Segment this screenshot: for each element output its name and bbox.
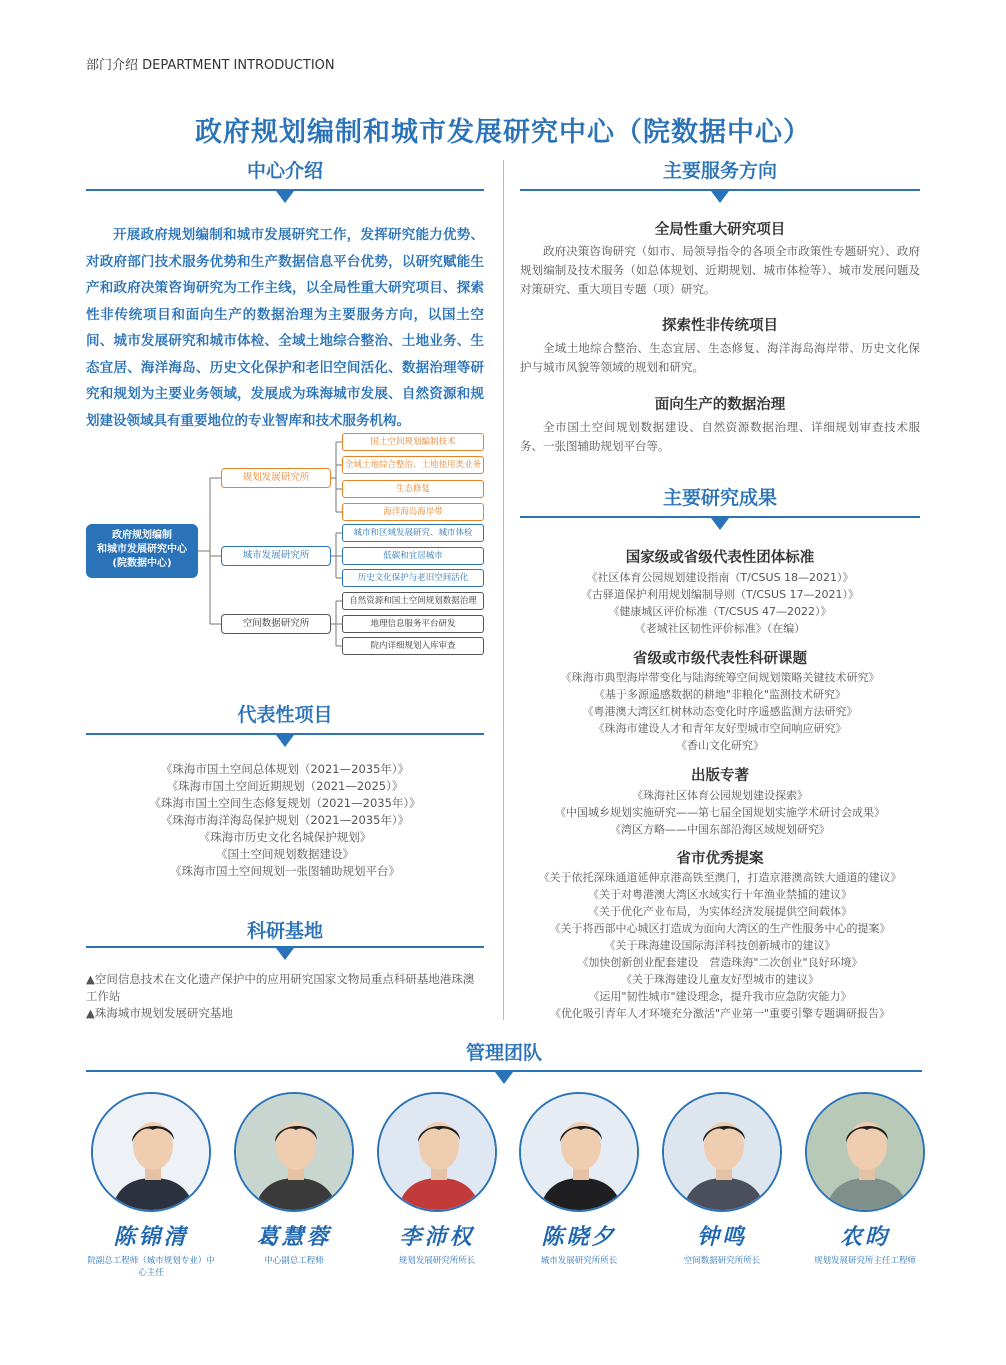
list-item: 《关于珠海建设儿童友好型城市的建议》: [621, 973, 819, 986]
avatar: [519, 1092, 639, 1212]
team-member-role: 空间数据研究所所长: [683, 1256, 761, 1266]
team-member: [514, 1092, 644, 1267]
list-item: 《珠海市国土空间生态修复规划（2021—2035年）》: [149, 796, 421, 810]
org-leaf: 低碳和宜居城市: [342, 547, 484, 565]
team-member: [86, 1092, 216, 1279]
header-label: 部门介绍 DEPARTMENT INTRODUCTION: [86, 58, 335, 73]
list-item: 《珠海市典型海岸带变化与陆海统筹空间规划策略关键技术研究》: [560, 671, 880, 684]
team-member-name: 陈晓夕: [541, 1224, 617, 1250]
list-item: 《古驿道保护利用规划编制导则（T/CSUS 17—2021）》: [580, 588, 860, 601]
team-member-role: 规划发展研究所主任工程师: [813, 1256, 916, 1266]
team-member-name: 农昀: [839, 1224, 890, 1250]
list-item: 《关于优化产业布局，为实体经济发展提供空间载体》: [588, 905, 852, 918]
org-root-node: [86, 524, 198, 578]
team-member: [372, 1092, 502, 1267]
team-member: [657, 1092, 787, 1267]
list-item: 《关于依托深珠通道延伸京港高铁至澳门，打造京港澳高铁大通道的建议》: [538, 871, 902, 884]
org-leaf: 全域土地综合整治、土地使用类业务: [342, 456, 484, 474]
results-section-arrow-icon: [711, 518, 729, 530]
org-leaf: 海洋海岛海岸带: [342, 503, 484, 521]
list-item: 《珠海市建设人才和青年友好型城市空间响应研究》: [593, 722, 847, 735]
org-leaf: 城市和区域发展研究、城市体检: [342, 524, 484, 542]
intro-section-arrow-icon: [276, 191, 294, 203]
results-group-list: [520, 787, 920, 838]
intro-text: 开展政府规划编制和城市发展研究工作，发挥研究能力优势、对政府部门技术服务优势和生产数据信息平台优势，以研究赋能生产和政府决策咨询研究为工作主线，以全局性重大研究项目、探索性非传统项目和面向生产的数据治理为主要服务方向，以国土空间、城市发展研究和城市体检、全域土地综合整治、土地业务、生态宜居、海洋海岛、历史文化保护和老旧空间活化、数据治理等研究和规划为主要业务领域，发展成为珠海城市发展、自然资源和规划建设领域具有重要地位的专业智库和技术服务机构。: [86, 227, 484, 429]
org-branch-planning: 规划发展研究所: [221, 468, 331, 488]
results-group-list: [520, 669, 920, 754]
portrait-icon: [379, 1094, 497, 1212]
list-item: 《珠海市历史文化名城保护规划》: [198, 830, 372, 844]
results-group-list: [520, 569, 920, 637]
projects-section-arrow-icon: [276, 735, 294, 747]
team-section-arrow-icon: [495, 1072, 513, 1084]
team-member-role: 院副总工程师（城市规划专业）中心主任: [87, 1256, 215, 1278]
team-grid: [86, 1092, 922, 1322]
team-member: [229, 1092, 359, 1267]
portrait-icon: [664, 1094, 782, 1212]
list-item: 《优化吸引青年人才环境充分激活"产业第一"重要引擎专题调研报告》: [549, 1007, 891, 1020]
list-item: ▲珠海城市规划发展研究基地: [86, 1006, 233, 1020]
team-member: [800, 1092, 930, 1267]
services-section-arrow-icon: [711, 191, 729, 203]
intro-section-title: 中心介绍: [246, 160, 323, 182]
list-item: 《湾区方略——中国东部沿海区域规划研究》: [610, 823, 830, 836]
portrait-icon: [93, 1094, 211, 1212]
projects-list: [86, 761, 484, 880]
results-group-title: 出版专著: [691, 768, 749, 784]
portrait-icon: [521, 1094, 639, 1212]
team-member-name: 李沛权: [399, 1224, 475, 1250]
bases-section-title: 科研基地: [246, 920, 323, 942]
list-item: 《国土空间规划数据建设》: [216, 847, 354, 861]
org-branch-spatial-data: 空间数据研究所: [221, 614, 331, 634]
results-group-list: [520, 869, 920, 1022]
avatar: [91, 1092, 211, 1212]
portrait-icon: [236, 1094, 354, 1212]
results-section-title: 主要研究成果: [662, 487, 777, 509]
list-item: 《香山文化研究》: [676, 739, 764, 752]
list-item: 《珠海社区体育公园规划建设探索》: [632, 789, 808, 802]
org-leaf: 生态修复: [342, 480, 484, 498]
results-group-title: 省级或市级代表性科研课题: [633, 651, 807, 667]
list-item: 《健康城区评价标准（T/CSUS 47—2022）》: [608, 605, 832, 618]
service-title: 探索性非传统项目: [662, 318, 778, 334]
list-item: 《社区体育公园规划建设指南（T/CSUS 18—2021）》: [586, 571, 854, 584]
team-member-name: 钟鸣: [696, 1224, 747, 1250]
org-leaf: 自然资源和国土空间规划数据治理: [342, 592, 484, 610]
results-group-title: 省市优秀提案: [676, 851, 764, 867]
list-item: 《珠海市国土空间总体规划（2021—2035年）》: [160, 762, 410, 776]
bases-list: [86, 971, 484, 1022]
avatar: [377, 1092, 497, 1212]
page-title: 政府规划编制和城市发展研究中心（院数据中心）: [195, 117, 811, 148]
team-section-title: 管理团队: [465, 1042, 542, 1064]
team-member-name: 陈锦清: [113, 1224, 189, 1250]
team-member-role: 规划发展研究所所长: [398, 1256, 476, 1266]
service-body: 政府决策咨询研究（如市、局领导指令的各项全市政策性专题研究）、政府规划编制及技术服务（如总体规划、近期规划、城市体检等）、城市发展问题及对策研究、重大项目专题（项）研究。: [520, 244, 920, 296]
list-item: 《关于对粤港澳大湾区水域实行十年渔业禁捕的建议》: [588, 888, 852, 901]
org-leaf: 历史文化保护与老旧空间活化: [342, 569, 484, 587]
org-chart: [86, 430, 486, 660]
projects-section-title: 代表性项目: [237, 704, 333, 726]
avatar: [234, 1092, 354, 1212]
list-item: ▲空间信息技术在文化遗产保护中的应用研究国家文物局重点科研基地港珠澳工作站: [86, 972, 475, 1003]
service-body: 全市国土空间规划数据建设、自然资源数据治理、详细规划审查技术服务、一张图辅助规划平台等。: [520, 420, 920, 453]
portrait-icon: [807, 1094, 925, 1212]
org-leaf: 地理信息服务平台研发: [342, 615, 484, 633]
list-item: 《老城社区韧性评价标准》（在编）: [634, 622, 806, 635]
org-leaf: 国土空间规划编制技术: [342, 433, 484, 451]
list-item: 《珠海市国土空间规划一张图辅助规划平台》: [170, 864, 400, 878]
service-body: 全域土地综合整治、生态宜居、生态修复、海洋海岛海岸带、历史文化保护与城市风貌等领域的规划和研究。: [520, 341, 920, 374]
team-member-name: 葛慧蓉: [256, 1224, 332, 1250]
list-item: 《珠海市海洋海岛保护规划（2021—2035年）》: [160, 813, 410, 827]
column-divider: [503, 160, 504, 1020]
list-item: 《加快创新创业配套建设 营造珠海"二次创业"良好环境》: [577, 956, 863, 969]
org-root-line: (院数据中心): [112, 558, 172, 569]
list-item: 《珠海市国土空间近期规划（2021—2025）》: [166, 779, 404, 793]
list-item: 《粤港澳大湾区红树林动态变化时序遥感监测方法研究》: [582, 705, 858, 718]
team-member-role: 城市发展研究所所长: [540, 1256, 618, 1266]
list-item: 《关于珠海建设国际海洋科技创新城市的建议》: [604, 939, 836, 952]
list-item: 《关于将西部中心城区打造成为面向大湾区的生产性服务中心的提案》: [549, 922, 891, 935]
service-title: 面向生产的数据治理: [654, 397, 786, 413]
list-item: 《运用"韧性城市"建设理念，提升我市应急防灾能力》: [588, 990, 852, 1003]
org-root-line: 和城市发展研究中心: [97, 544, 187, 555]
service-title: 全局性重大研究项目: [654, 222, 786, 238]
list-item: 《中国城乡规划实施研究——第七届全国规划实施学术研讨会成果》: [555, 806, 885, 819]
results-group-title: 国家级或省级代表性团体标准: [625, 550, 815, 566]
services-section-title: 主要服务方向: [662, 160, 777, 182]
org-root-line: 政府规划编制: [112, 530, 172, 541]
org-branch-urban: 城市发展研究所: [221, 546, 331, 566]
bases-section-arrow-icon: [276, 948, 294, 960]
avatar: [805, 1092, 925, 1212]
team-member-role: 中心副总工程师: [264, 1256, 324, 1266]
avatar: [662, 1092, 782, 1212]
org-leaf: 院内详细规划入库审查: [342, 637, 484, 655]
list-item: 《基于多源遥感数据的耕地"非粮化"监测技术研究》: [593, 688, 847, 701]
